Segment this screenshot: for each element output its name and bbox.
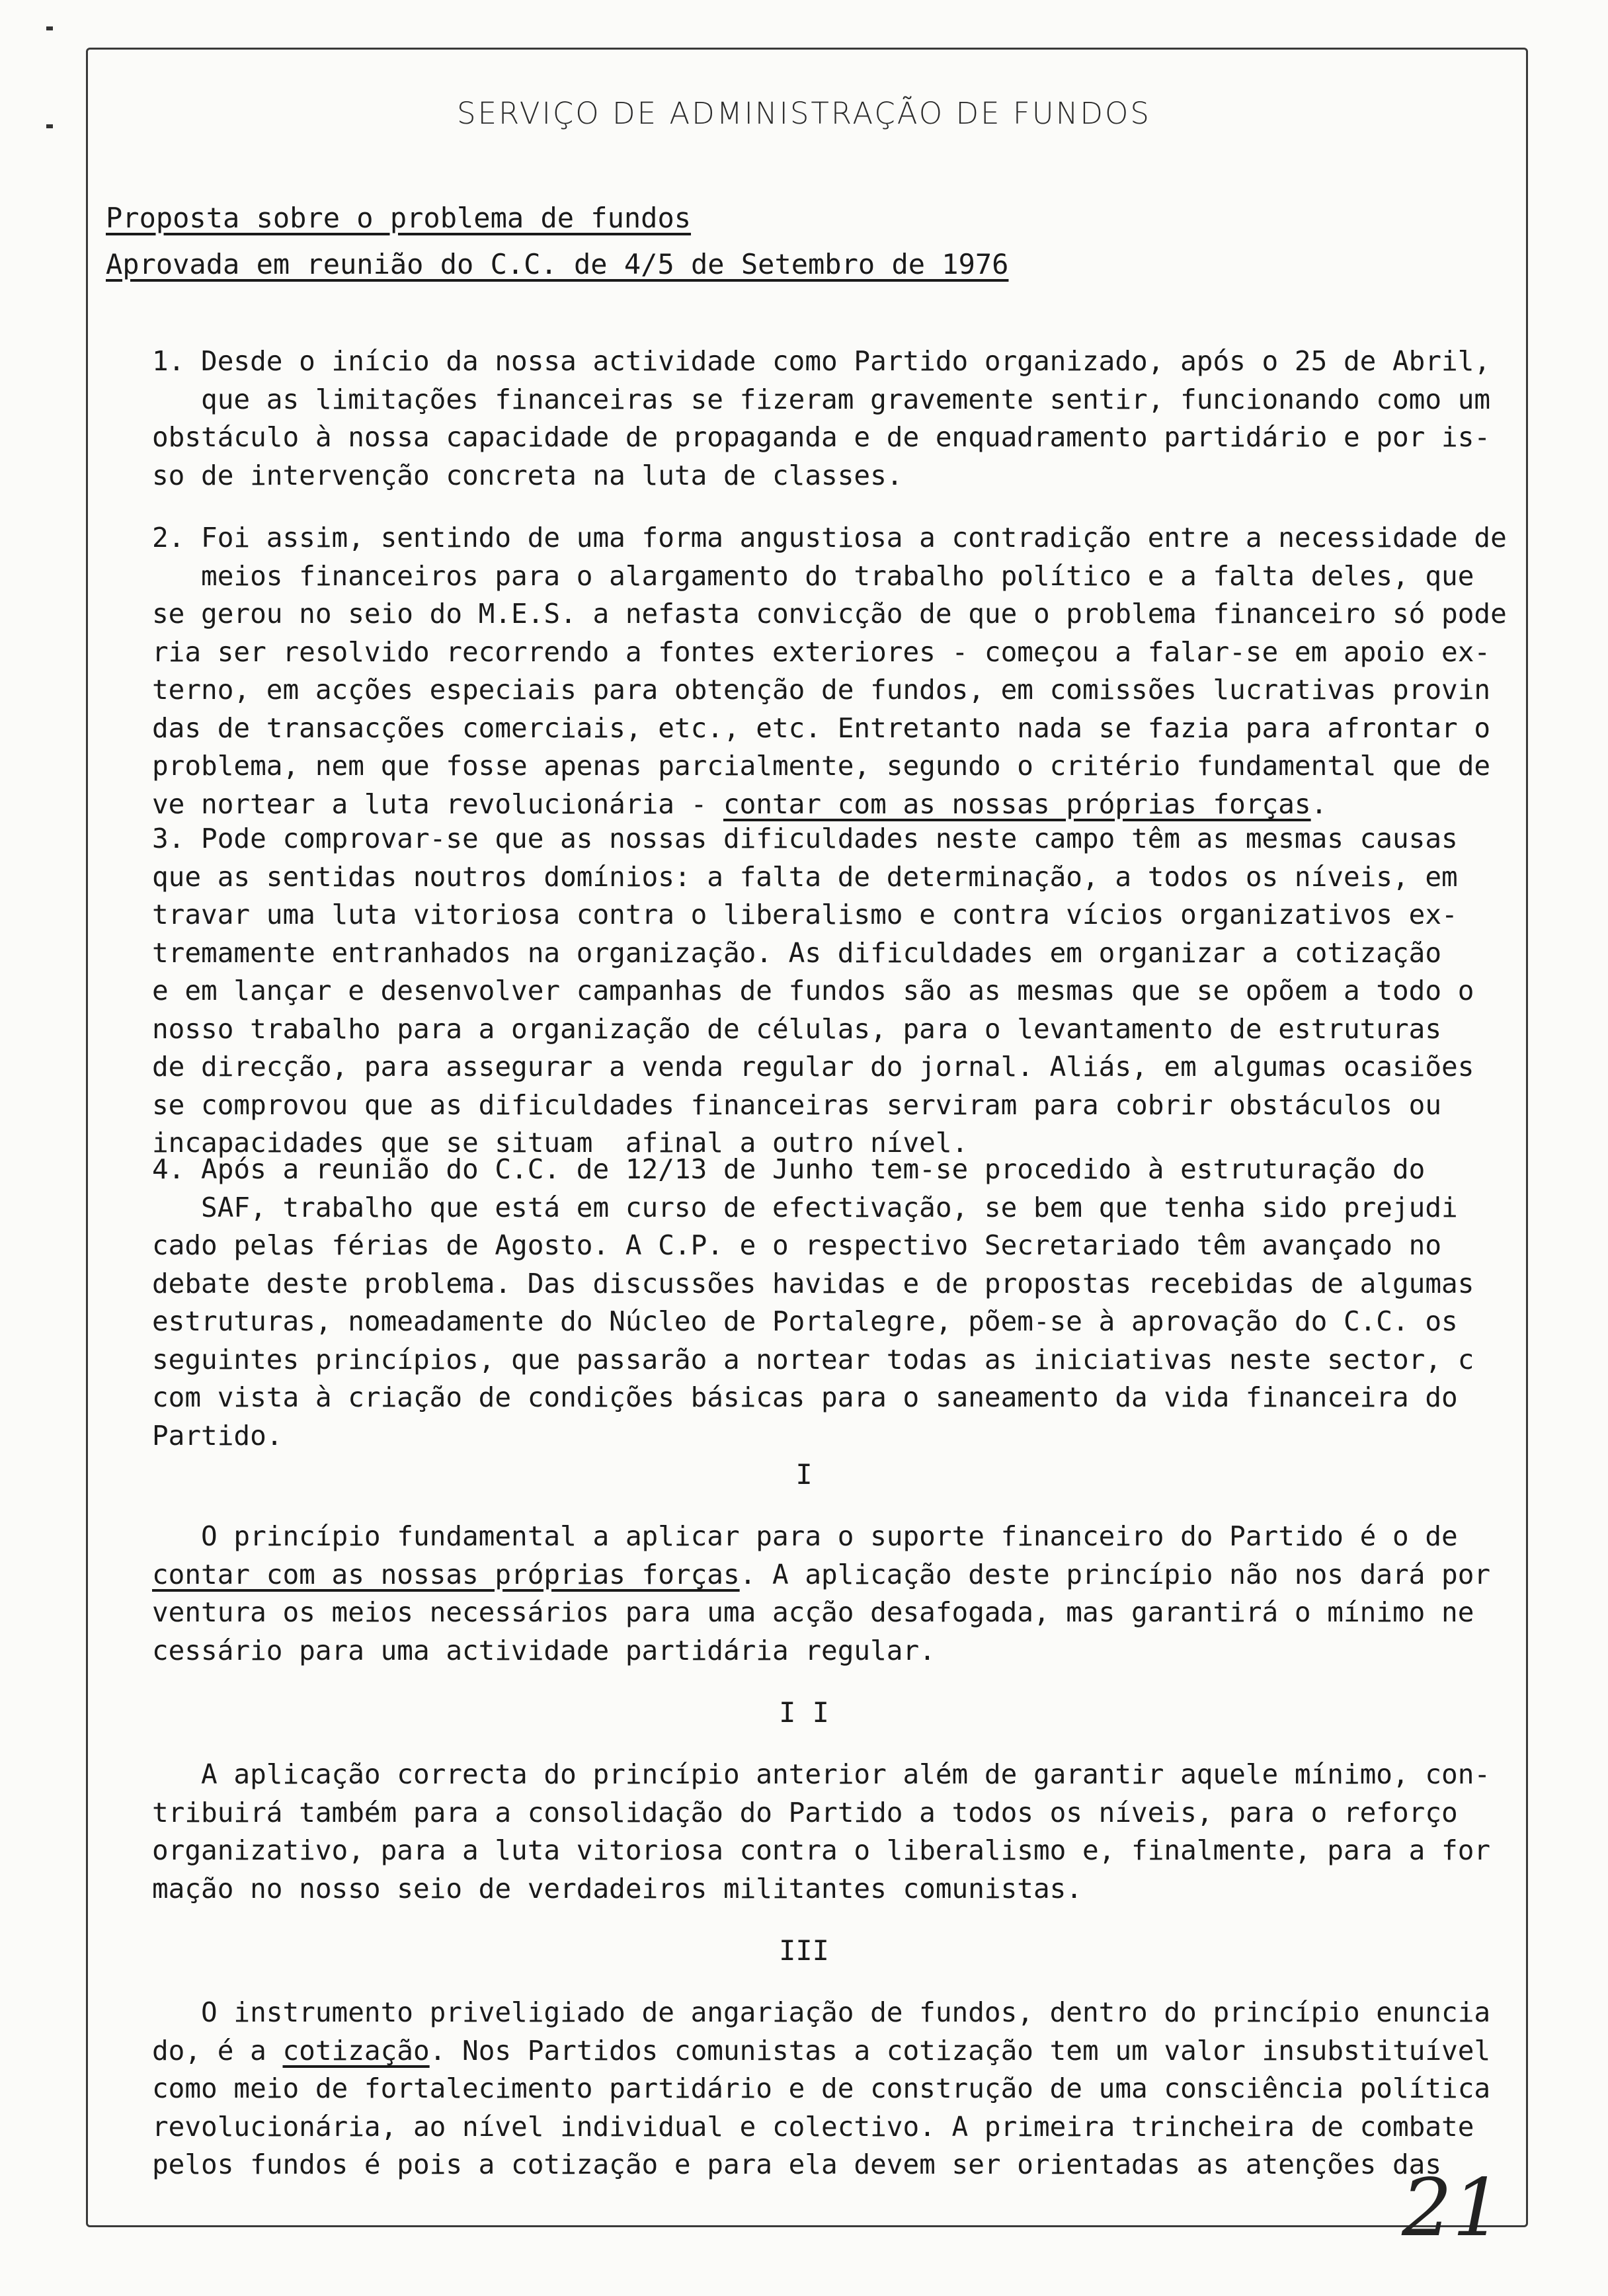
text-line: que as limitações financeiras se fizeram gravemente sentir, funcionando como um	[152, 383, 1491, 415]
text-line: com vista à criação de condições básicas para o saneamento da vida financeira do	[152, 1381, 1458, 1413]
text-line: 3. Pode comprovar-se que as nossas dificuldades neste campo têm as mesmas causas	[152, 823, 1458, 854]
text-line: 2. Foi assim, sentindo de uma forma angustiosa a contradição entre a necessidade de	[152, 522, 1507, 554]
text-line: ria ser resolvido recorrendo a fontes exteriores - começou a falar-se em apoio ex-	[152, 636, 1491, 668]
text-line: pelos fundos é pois a cotização e para ela devem ser orientadas as atenções das	[152, 2149, 1442, 2180]
text-line: como meio de fortalecimento partidário e de construção de uma consciência política	[152, 2072, 1491, 2104]
page-title: SERVIÇO DE ADMINISTRAÇÃO DE FUNDOS	[457, 96, 1151, 131]
text-line: se comprovou que as dificuldades financeiras serviram para cobrir obstáculos ou	[152, 1088, 1442, 1121]
text-line: tremamente entranhados na organização. As dificuldades em organizar a cotização	[152, 936, 1442, 969]
paragraph-4	[152, 1151, 1501, 1455]
text-line: O instrumento priveligiado de angariação de fundos, dentro do princípio enuncia	[152, 1996, 1491, 2028]
text-line: travar uma luta vitoriosa contra o liberalismo e contra vícios organizativos ex-	[152, 899, 1458, 930]
text-fragment: . A aplicação deste princípio não nos dará por	[739, 1558, 1491, 1590]
text-line: das de transacções comerciais, etc., etc. Entretanto nada se fazia para afrontar o	[152, 712, 1491, 744]
text-line: de direcção, para assegurar a venda regular do jornal. Aliás, em algumas ocasiões	[152, 1051, 1474, 1083]
text-line: ventura os meios necessários para uma acção desafogada, mas garantirá o mínimo ne	[152, 1596, 1474, 1628]
text-line: terno, em acções especiais para obtenção de fundos, em comissões lucrativas provin	[152, 674, 1491, 706]
text-line: debate deste problema. Das discussões havidas e de propostas recebidas de algumas	[152, 1267, 1474, 1299]
text-fragment: . Nos Partidos comunistas a cotização tem um valor insubstituível	[429, 2034, 1491, 2067]
text-line: SAF, trabalho que está em curso de efectivação, se bem que tenha sido prejudi	[152, 1191, 1458, 1223]
text-line: tribuirá também para a consolidação do Partido a todos os níveis, para o reforço	[152, 1796, 1458, 1828]
text-line: O princípio fundamental a aplicar para o suporte financeiro do Partido é o de	[152, 1520, 1458, 1552]
text-line: mação no nosso seio de verdadeiros militantes comunistas.	[152, 1872, 1082, 1905]
text-line: 4. Após a reunião do C.C. de 12/13 de Junho tem-se procedido à estruturação do	[152, 1153, 1426, 1185]
text-line-with-emphasis	[152, 786, 1501, 824]
paragraph-1	[152, 343, 1501, 495]
text-line-with-emphasis	[152, 2032, 1501, 2070]
emphasis-own-forces: contar com as nossas próprias forças	[723, 788, 1311, 820]
section-heading-3: III	[779, 1934, 829, 1967]
text-line: organizativo, para a luta vitoriosa contra o liberalismo e, finalmente, para a for	[152, 1834, 1491, 1866]
text-line: se gerou no seio do M.E.S. a nefasta convicção de que o problema financeiro só pode	[152, 598, 1507, 630]
text-line: A aplicação correcta do princípio anterior além de garantir aquele mínimo, con-	[152, 1758, 1491, 1790]
text-line: que as sentidas noutros domínios: a falta de determinação, a todos os níveis, em	[152, 860, 1458, 893]
text-fragment: .	[1310, 788, 1328, 820]
paragraph-2	[152, 519, 1507, 823]
emphasis-own-forces: contar com as nossas próprias forças	[152, 1558, 740, 1590]
subtitle-line-1: Proposta sobre o problema de fundos	[106, 202, 692, 234]
text-line-with-emphasis	[152, 1556, 1501, 1594]
subtitle-line-2: Aprovada em reunião do C.C. de 4/5 de Setembro de 1976	[106, 248, 1009, 280]
section-1-text	[152, 1518, 1501, 1670]
text-fragment: ve nortear a luta revolucionária -	[152, 788, 723, 820]
emphasis-cotizacao: cotização	[282, 2034, 430, 2067]
text-line: so de intervenção concreta na luta de classes.	[152, 459, 903, 491]
handwritten-page-number: 21	[1402, 2162, 1503, 2254]
margin-mark-top	[46, 26, 53, 30]
section-2-text	[152, 1756, 1501, 1908]
text-line: revolucionária, ao nível individual e colectivo. A primeira trincheira de combate	[152, 2110, 1474, 2143]
text-line: estruturas, nomeadamente do Núcleo de Portalegre, põem-se à aprovação do C.C. os	[152, 1305, 1458, 1337]
text-line: 1. Desde o início da nossa actividade como Partido organizado, após o 25 de Abril,	[152, 345, 1491, 377]
section-heading-1: I	[795, 1458, 813, 1491]
text-line: obstáculo à nossa capacidade de propaganda e de enquadramento partidário e por is-	[152, 421, 1491, 453]
text-line: seguintes princípios, que passarão a nortear todas as iniciativas neste sector, c	[152, 1343, 1474, 1375]
paragraph-3	[152, 820, 1501, 1163]
text-line: incapacidades que se situam afinal a outro nível.	[152, 1127, 969, 1159]
text-line: e em lançar e desenvolver campanhas de fundos são as mesmas que se opõem a todo o	[152, 975, 1474, 1006]
text-line: problema, nem que fosse apenas parcialmente, segundo o critério fundamental que de	[152, 750, 1491, 782]
section-heading-2: I I	[779, 1696, 829, 1729]
section-3-text	[152, 1994, 1501, 2184]
text-line: Partido.	[152, 1419, 283, 1452]
text-line: cessário para uma actividade partidária regular.	[152, 1634, 936, 1666]
text-line: cado pelas férias de Agosto. A C.P. e o respectivo Secretariado têm avançado no	[152, 1229, 1442, 1261]
text-line: meios financeiros para o alargamento do trabalho político e a falta deles, que	[152, 559, 1474, 592]
text-fragment: do, é a	[152, 2034, 283, 2067]
text-line: nosso trabalho para a organização de células, para o levantamento de estruturas	[152, 1012, 1442, 1045]
